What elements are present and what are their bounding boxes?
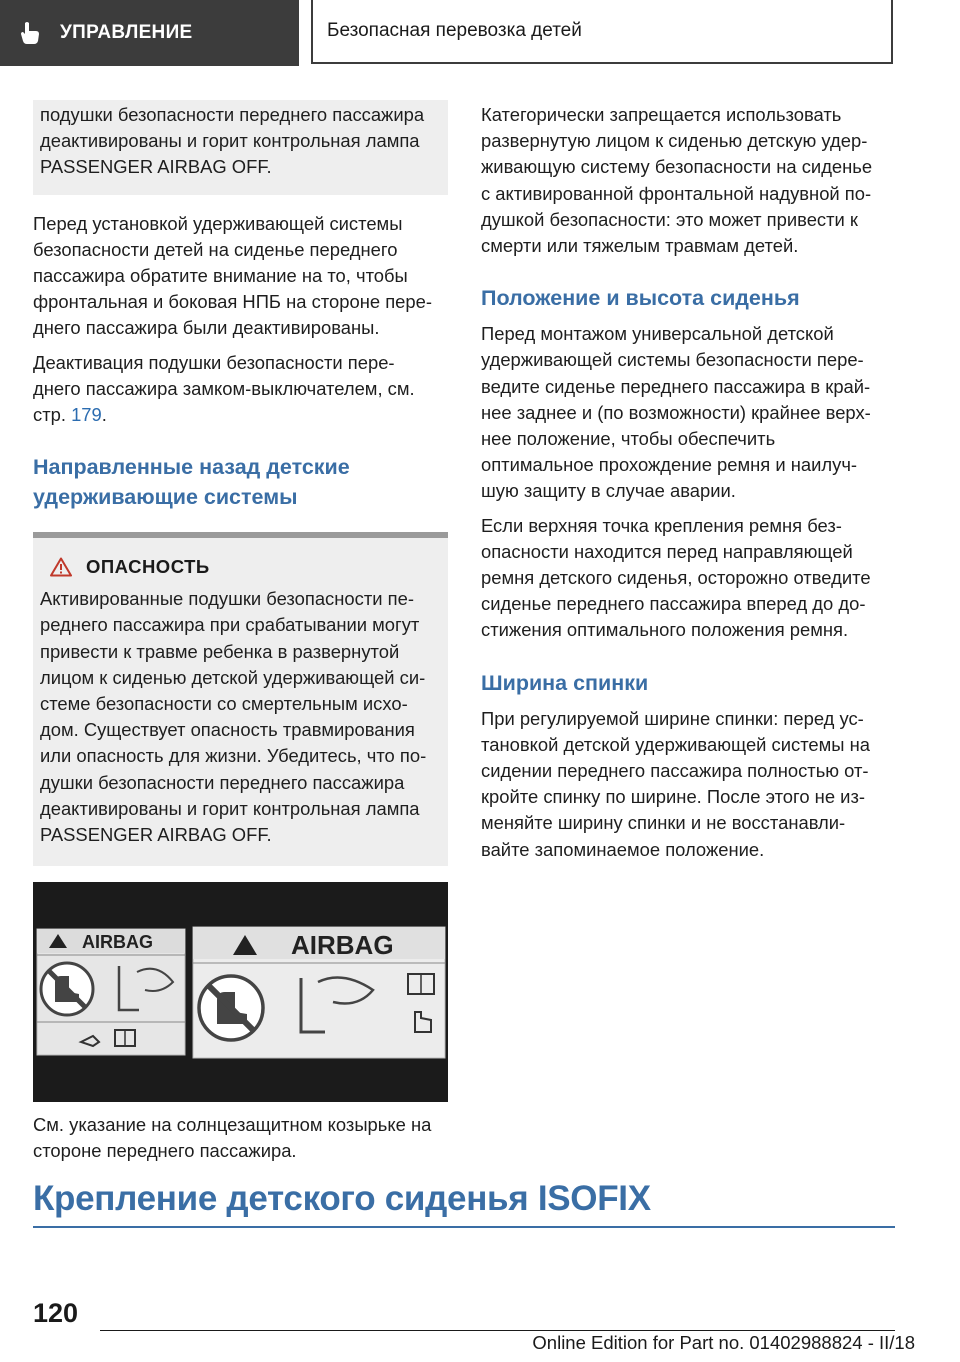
paragraph-deactivation <box>33 350 448 429</box>
page-link[interactable]: 179 <box>71 404 102 426</box>
edition-note: Online Edition for Part no. 01402988824 - II/18 <box>532 1332 915 1353</box>
text-line: нее заднее и (по возможности) крайнее верх- <box>481 401 871 423</box>
paragraph-prohibition <box>481 100 901 259</box>
paragraph-seat-position <box>481 321 901 504</box>
text-line: ведите сиденье переднего пассажира в край- <box>481 375 871 397</box>
box-line: PASSENGER AIRBAG OFF. <box>40 156 272 178</box>
text-line: При регулируемой ширине спинки: перед ус- <box>481 707 864 729</box>
paragraph-belt-anchor <box>481 513 901 644</box>
text-line: стижения оптимального положения ремня. <box>481 619 849 641</box>
danger-line: деактивированы и горит контрольная лампа <box>40 797 420 819</box>
page-number: 120 <box>33 1298 79 1328</box>
paragraph-backrest-width <box>481 706 901 863</box>
text-line: душкой безопасности: это может привести к <box>481 208 858 230</box>
danger-line: лицом к сиденью детской удерживающей си- <box>40 666 426 688</box>
text-line: смерти или тяжелым травмам детей. <box>481 235 799 257</box>
danger-line: PASSENGER AIRBAG OFF. <box>40 824 272 846</box>
danger-line: дом. Существует опасность травмирования <box>40 719 415 741</box>
footer-divider <box>100 1330 895 1331</box>
danger-line: привести к травме ребенка в развернутой <box>40 640 400 662</box>
text-line: тановкой детской удерживающей системы на <box>481 733 871 755</box>
text-line: с активированной фронтальной надувной по- <box>481 182 872 204</box>
text-line: днего пассажира были деактивированы. <box>33 317 380 339</box>
text-line: развернутую лицом к сиденью детскую удер- <box>481 130 868 152</box>
section-title-isofix: Крепление детского сиденья ISOFIX <box>33 1178 895 1228</box>
pointing-hand-icon <box>0 20 60 46</box>
text-line: оптимальное прохождение ремня и наилуч- <box>481 454 858 476</box>
text-line: Перед монтажом универсальной детской <box>481 323 834 345</box>
text-line: Категорически запрещается использовать <box>481 104 842 125</box>
danger-line: Активированные подушки безопасности пе- <box>40 588 414 610</box>
paragraph-install-notice <box>33 205 448 342</box>
photo-caption <box>33 1112 448 1164</box>
danger-line: или опасность для жизни. Убедитесь, что по- <box>40 745 427 767</box>
caption-line: стороне переднего пассажира. <box>33 1140 297 1162</box>
danger-box <box>33 532 448 866</box>
heading-line: Направленные назад детские <box>33 455 350 480</box>
text-line: ремня детского сиденья, осторожно отведите <box>481 567 871 589</box>
chapter-label: Безопасная перевозка детей <box>327 20 582 41</box>
text-line: нее положение, чтобы обеспечить <box>481 428 776 450</box>
text-line: днего пассажира замком-выключателем, см. <box>33 377 415 399</box>
text-line: сидении переднего пассажира полностью от- <box>481 760 869 782</box>
airbag-label-small-text: AIRBAG <box>82 932 153 953</box>
danger-line: стеме безопасности со смертельным исхо- <box>40 693 408 715</box>
page-ref-prefix: стр. <box>33 404 72 426</box>
text-line: удерживающей системы безопасности пере- <box>481 349 864 371</box>
heading-line: удерживающие системы <box>33 485 298 510</box>
section-label: УПРАВЛЕНИЕ <box>60 22 193 43</box>
text-line: фронтальная и боковая НПБ на стороне пере- <box>33 291 432 313</box>
left-column <box>33 100 448 1165</box>
text-line: опасности находится перед направляющей <box>481 540 853 562</box>
text-line: шую защиту в случае аварии. <box>481 480 736 502</box>
right-column <box>481 100 901 863</box>
text-line: живающую систему безопасности на сиденье <box>481 156 873 178</box>
continued-warning-box <box>33 100 448 195</box>
heading-backrest-width: Ширина спинки <box>481 670 649 695</box>
heading-rearward-systems <box>33 452 448 512</box>
airbag-label-large-text: AIRBAG <box>291 930 394 961</box>
text-line: кройте спинку по ширине. После этого не из- <box>481 786 865 808</box>
warning-triangle-icon <box>50 557 72 577</box>
text-line: безопасности детей на сиденье переднего <box>33 238 398 260</box>
heading-seat-position: Положение и высота сиденья <box>481 286 800 311</box>
caption-line: См. указание на солнцезащитном козырьке на <box>33 1114 432 1136</box>
danger-title: ОПАСНОСТЬ <box>86 556 210 578</box>
danger-line: реднего пассажира при срабатывании могут <box>40 614 420 636</box>
section-tab[interactable] <box>0 0 299 66</box>
text-line: сиденье переднего пассажира вперед до до- <box>481 593 866 615</box>
text-line: Деактивация подушки безопасности пере- <box>33 351 395 373</box>
danger-header <box>40 556 440 578</box>
box-line: подушки безопасности переднего пассажира <box>40 104 425 125</box>
text-line: Если верхняя точка крепления ремня без- <box>481 514 842 536</box>
danger-line: душки безопасности переднего пассажира <box>40 771 405 793</box>
text-line <box>33 402 448 428</box>
text-line: вайте запоминаемое положение. <box>481 838 765 860</box>
text-line: меняйте ширину спинки и не восстанавли- <box>481 812 846 834</box>
box-line: деактивированы и горит контрольная лампа <box>40 130 420 152</box>
airbag-label-photo <box>33 882 448 1102</box>
text-line: Перед установкой удерживающей системы <box>33 212 403 234</box>
chapter-tab[interactable] <box>311 0 893 64</box>
text-line: пассажира обратите внимание на то, чтобы <box>33 265 408 287</box>
page-ref-suffix: . <box>101 404 107 426</box>
